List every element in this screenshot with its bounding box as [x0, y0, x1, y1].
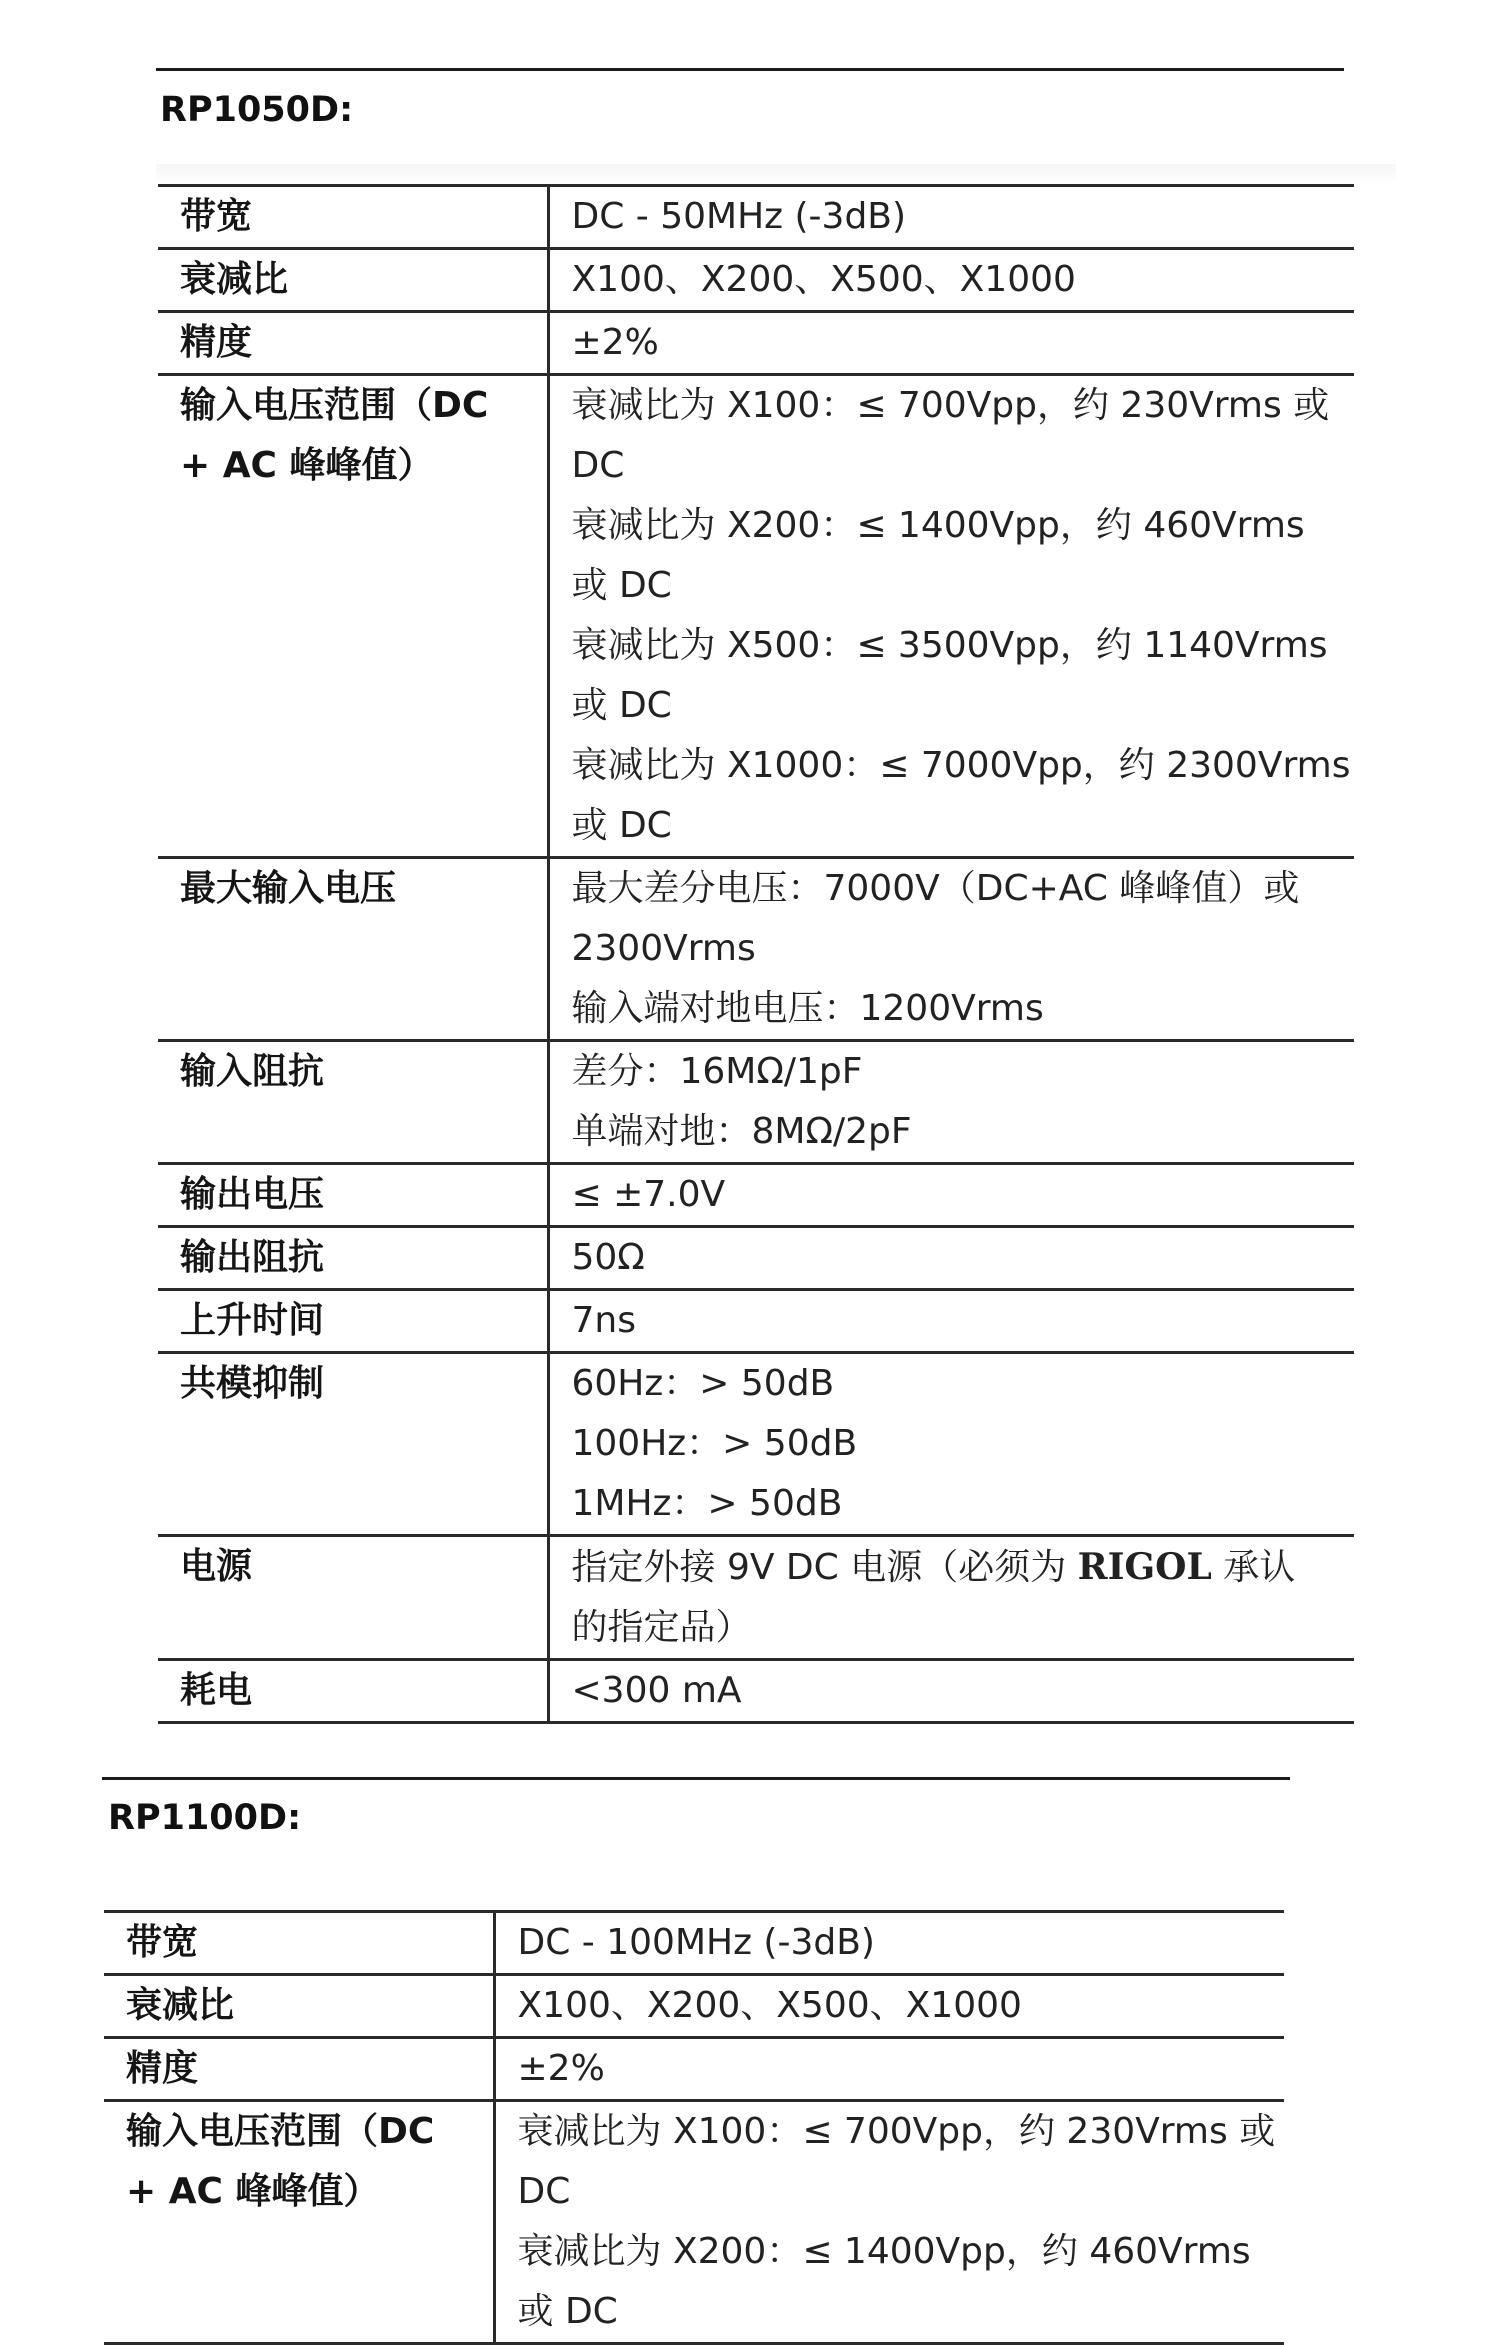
spec-value-line: 衰减比为 X500：≤ 3500Vpp，约 1140Vrms: [571, 625, 1328, 666]
spec-label: [158, 312, 548, 375]
spec-table: [158, 184, 1354, 1724]
spec-label-line: 带宽: [180, 196, 253, 237]
spec-value-line: 60Hz：> 50dB: [571, 1363, 835, 1404]
spec-row: [158, 858, 1354, 1041]
spec-value-line: <300 mA: [571, 1670, 742, 1711]
section-title: RP1100D:: [108, 1798, 302, 1838]
spec-row: [104, 2101, 1284, 2344]
spec-value-line: DC: [517, 2171, 571, 2212]
spec-label-line: 电源: [180, 1546, 253, 1587]
spec-value-line: 2300Vrms: [571, 928, 756, 969]
spec-label-line: 带宽: [126, 1922, 199, 1963]
spec-label-line: 衰减比: [180, 259, 289, 300]
spec-value-line: 或 DC: [517, 2291, 618, 2332]
spec-label-line: 共模抑制: [180, 1363, 325, 1404]
spec-value-line: 输入端对地电压：1200Vrms: [571, 988, 1044, 1029]
spec-table: [104, 1910, 1284, 2345]
spec-label-line: 输入电压范围（DC: [126, 2111, 435, 2152]
spec-label-line: 精度: [126, 2048, 199, 2089]
spec-row: [158, 1536, 1354, 1660]
spec-value-line: DC - 100MHz (-3dB): [517, 1922, 875, 1963]
spec-label-line: + AC 峰峰值）: [180, 445, 434, 486]
spec-row: [158, 1353, 1354, 1536]
spec-row: [158, 1660, 1354, 1723]
spec-value: [494, 1975, 1284, 2038]
spec-value-line: 7ns: [571, 1300, 636, 1341]
spec-label: [158, 1353, 548, 1536]
spec-label: [158, 1041, 548, 1164]
spec-row: [158, 1164, 1354, 1227]
spec-value-line: 衰减比为 X100：≤ 700Vpp，约 230Vrms 或: [517, 2111, 1276, 2152]
spec-label: [158, 1290, 548, 1353]
spec-value-line: 1MHz：> 50dB: [571, 1483, 843, 1524]
spec-label: [158, 1536, 548, 1660]
section-title: RP1050D:: [160, 90, 354, 130]
spec-label-line: + AC 峰峰值）: [126, 2171, 380, 2212]
spec-value: [548, 312, 1354, 375]
spec-value: [494, 1912, 1284, 1975]
spec-label: [158, 375, 548, 858]
spec-value: [548, 1660, 1354, 1723]
spec-row: [158, 249, 1354, 312]
spec-row: [104, 2038, 1284, 2101]
spec-value-line: ≤ ±7.0V: [571, 1174, 726, 1215]
spec-value: [548, 375, 1354, 858]
spec-value: [548, 1164, 1354, 1227]
spec-label-line: 输入电压范围（DC: [180, 385, 489, 426]
spec-value: [548, 1536, 1354, 1660]
spec-row: [158, 375, 1354, 858]
spec-value-line: ±2%: [571, 322, 659, 363]
spec-value-line: 衰减比为 X1000：≤ 7000Vpp，约 2300Vrms: [571, 745, 1351, 786]
spec-label: [158, 858, 548, 1041]
spec-value-line: 或 DC: [571, 805, 672, 846]
spec-value: [548, 1041, 1354, 1164]
spec-row: [158, 312, 1354, 375]
spec-value: [548, 186, 1354, 249]
spec-label: [104, 1912, 494, 1975]
spec-value-line: 衰减比为 X100：≤ 700Vpp，约 230Vrms 或: [571, 385, 1330, 426]
spec-value-line: DC: [571, 445, 625, 486]
spec-row: [104, 1975, 1284, 2038]
spec-label-line: 输出电压: [180, 1174, 325, 1215]
spec-row: [104, 1912, 1284, 1975]
spec-value-line: X100、X200、X500、X1000: [571, 259, 1076, 300]
spec-value-line: 或 DC: [571, 685, 672, 726]
brand-name: RIGOL: [1077, 1546, 1212, 1588]
spec-value-line: 单端对地：8MΩ/2pF: [571, 1111, 912, 1152]
spec-label-line: 精度: [180, 322, 253, 363]
spec-value-line: 的指定品）: [571, 1607, 752, 1648]
spec-value-line: 差分：16MΩ/1pF: [571, 1051, 863, 1092]
spec-label: [158, 1660, 548, 1723]
spec-label: [104, 2038, 494, 2101]
spec-value: [494, 2101, 1284, 2344]
spec-label: [104, 2101, 494, 2344]
section-top-rule: [156, 68, 1344, 71]
spec-label: [158, 1227, 548, 1290]
spec-value-line: 衰减比为 X200：≤ 1400Vpp，约 460Vrms: [571, 505, 1305, 546]
spec-value-line: 50Ω: [571, 1237, 645, 1278]
spec-value: [548, 858, 1354, 1041]
section-top-rule: [102, 1777, 1290, 1780]
spec-value: [548, 1353, 1354, 1536]
spec-value: [494, 2038, 1284, 2101]
spec-value-line: 最大差分电压：7000V（DC+AC 峰峰值）或: [571, 868, 1300, 909]
spec-label-line: 上升时间: [180, 1300, 325, 1341]
spec-value-line: ±2%: [517, 2048, 605, 2089]
spec-row: [158, 1227, 1354, 1290]
spec-value: [548, 1290, 1354, 1353]
spec-value-line: X100、X200、X500、X1000: [517, 1985, 1022, 2026]
spec-value: [548, 249, 1354, 312]
spec-label: [158, 249, 548, 312]
spec-value-line: 100Hz：> 50dB: [571, 1423, 858, 1464]
spec-label-line: 最大输入电压: [180, 868, 397, 909]
spec-label-line: 衰减比: [126, 1985, 235, 2026]
spec-value-line: 或 DC: [571, 565, 672, 606]
spec-label-line: 输出阻抗: [180, 1237, 325, 1278]
spec-value-line: 指定外接 9V DC 电源（必须为 RIGOL 承认: [571, 1546, 1296, 1588]
spec-row: [158, 1041, 1354, 1164]
spec-row: [158, 186, 1354, 249]
spec-value: [548, 1227, 1354, 1290]
spec-label-line: 输入阻抗: [180, 1051, 325, 1092]
spec-value-line: 衰减比为 X200：≤ 1400Vpp，约 460Vrms: [517, 2231, 1251, 2272]
spec-label: [158, 1164, 548, 1227]
divider-shadow: [156, 164, 1396, 186]
spec-label-line: 耗电: [180, 1670, 253, 1711]
spec-label: [104, 1975, 494, 2038]
spec-value-line: DC - 50MHz (-3dB): [571, 196, 907, 237]
spec-label: [158, 186, 548, 249]
spec-row: [158, 1290, 1354, 1353]
